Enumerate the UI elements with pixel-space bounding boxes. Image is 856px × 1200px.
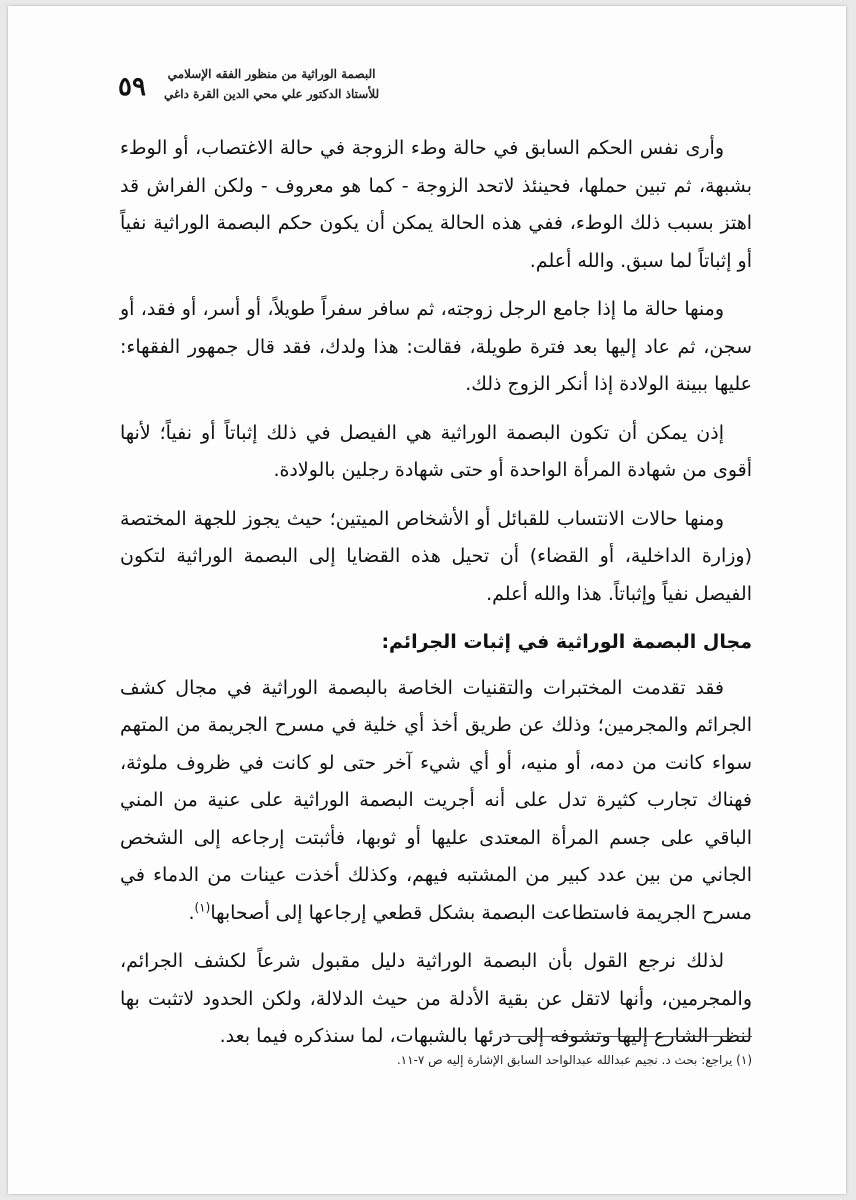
section-paragraph (120, 670, 752, 933)
footnote: (١) يراجع: بحث د. نجيم عبدالله عبدالواحد السابق الإشارة إليه ص ٧-١١. (396, 1053, 752, 1067)
footnote-reference: (١) (194, 900, 211, 915)
paragraph: إذن يمكن أن تكون البصمة الوراثية هي الفيصل في ذلك إثباتاً أو نفياً؛ لأنها أقوى من شهادة المرأة الواحدة أو حتى شهادة رجلين بالولادة. (120, 421, 752, 481)
paragraph: ومنها حالة ما إذا جامع الرجل زوجته، ثم سافر سفراً طويلاً، أو أسر، أو فقد، أو سجن، ثم عاد إليها بعد فترة طويلة، فقالت: هذا ولدك، فقد قال جمهور الفقهاء: عليها ببينة الولادة إذا أنكر الزوج ذلك. (120, 298, 752, 395)
author-name: للأستاذ الدكتور علي محي الدين القرة داغي (164, 87, 380, 101)
page-body (120, 130, 752, 1067)
paragraph: وأرى نفس الحكم السابق في حالة وطء الزوجة في حالة الاغتصاب، أو الوطء بشبهة، ثم تبين حملها، فحينئذ لاتحد الزوجة - كما هو معروف - ولكن الفراش قد اهتز بسبب ذلك الوطء، ففي هذه الحالة يمكن أن يكون حكم البصمة الوراثية نفياً أو إثباتاً لما سبق. والله أعلم. (120, 137, 752, 272)
page-number: ٥٩ (118, 72, 146, 102)
section-paragraph-end: . (188, 901, 195, 924)
page-header (118, 64, 758, 114)
closing-paragraph: لذلك نرجع القول بأن البصمة الوراثية دليل مقبول شرعاً لكشف الجرائم، والمجرمين، وأنها لاتقل عن بقية الأدلة من حيث الدلالة، ولكن الحدود لاتثبت بها لنظر الشارع إليها وتشوفه إلى درئها بالشبهات، لما سنذكره فيما بعد. (120, 950, 752, 1047)
book-title: البصمة الوراثية من منظور الفقه الإسلامي (167, 67, 376, 81)
running-head (164, 64, 379, 104)
section-heading: مجال البصمة الوراثية في إثبات الجرائم: (381, 631, 752, 653)
book-page (8, 6, 846, 1194)
paragraph: ومنها حالات الانتساب للقبائل أو الأشخاص الميتين؛ حيث يجوز للجهة المختصة (وزارة الداخلية، أو القضاء) أن تحيل هذه القضايا إلى البصمة الوراثية لتكون الفيصل نفياً وإثباتاً. هذا والله أعلم. (120, 507, 752, 605)
section-paragraph-text: فقد تقدمت المختبرات والتقنيات الخاصة بالبصمة الوراثية في مجال كشف الجرائم والمجرمين؛ وذلك عن طريق أخذ أي خلية في مسرح الجريمة من المتهم سواء كانت من دمه، أو منيه، أو أي شيء آخر حتى لو كانت في ظروف ملوثة، فهناك تجارب كثيرة تدل على أنه أجريت البصمة الوراثية على عنية من المني الباقي على جسم المرأة المعتدى عليها أو ثوبها، فأثبتت إرجاعه إلى الشخص الجاني من بين عدد كبير من المشتبه فيهم، وكذلك أخذت عينات من الدماء في مسرح الجريمة فاستطاعت البصمة بشكل قطعي إرجاعها إلى أصحابها (120, 676, 752, 924)
footnote-divider (502, 1036, 752, 1037)
